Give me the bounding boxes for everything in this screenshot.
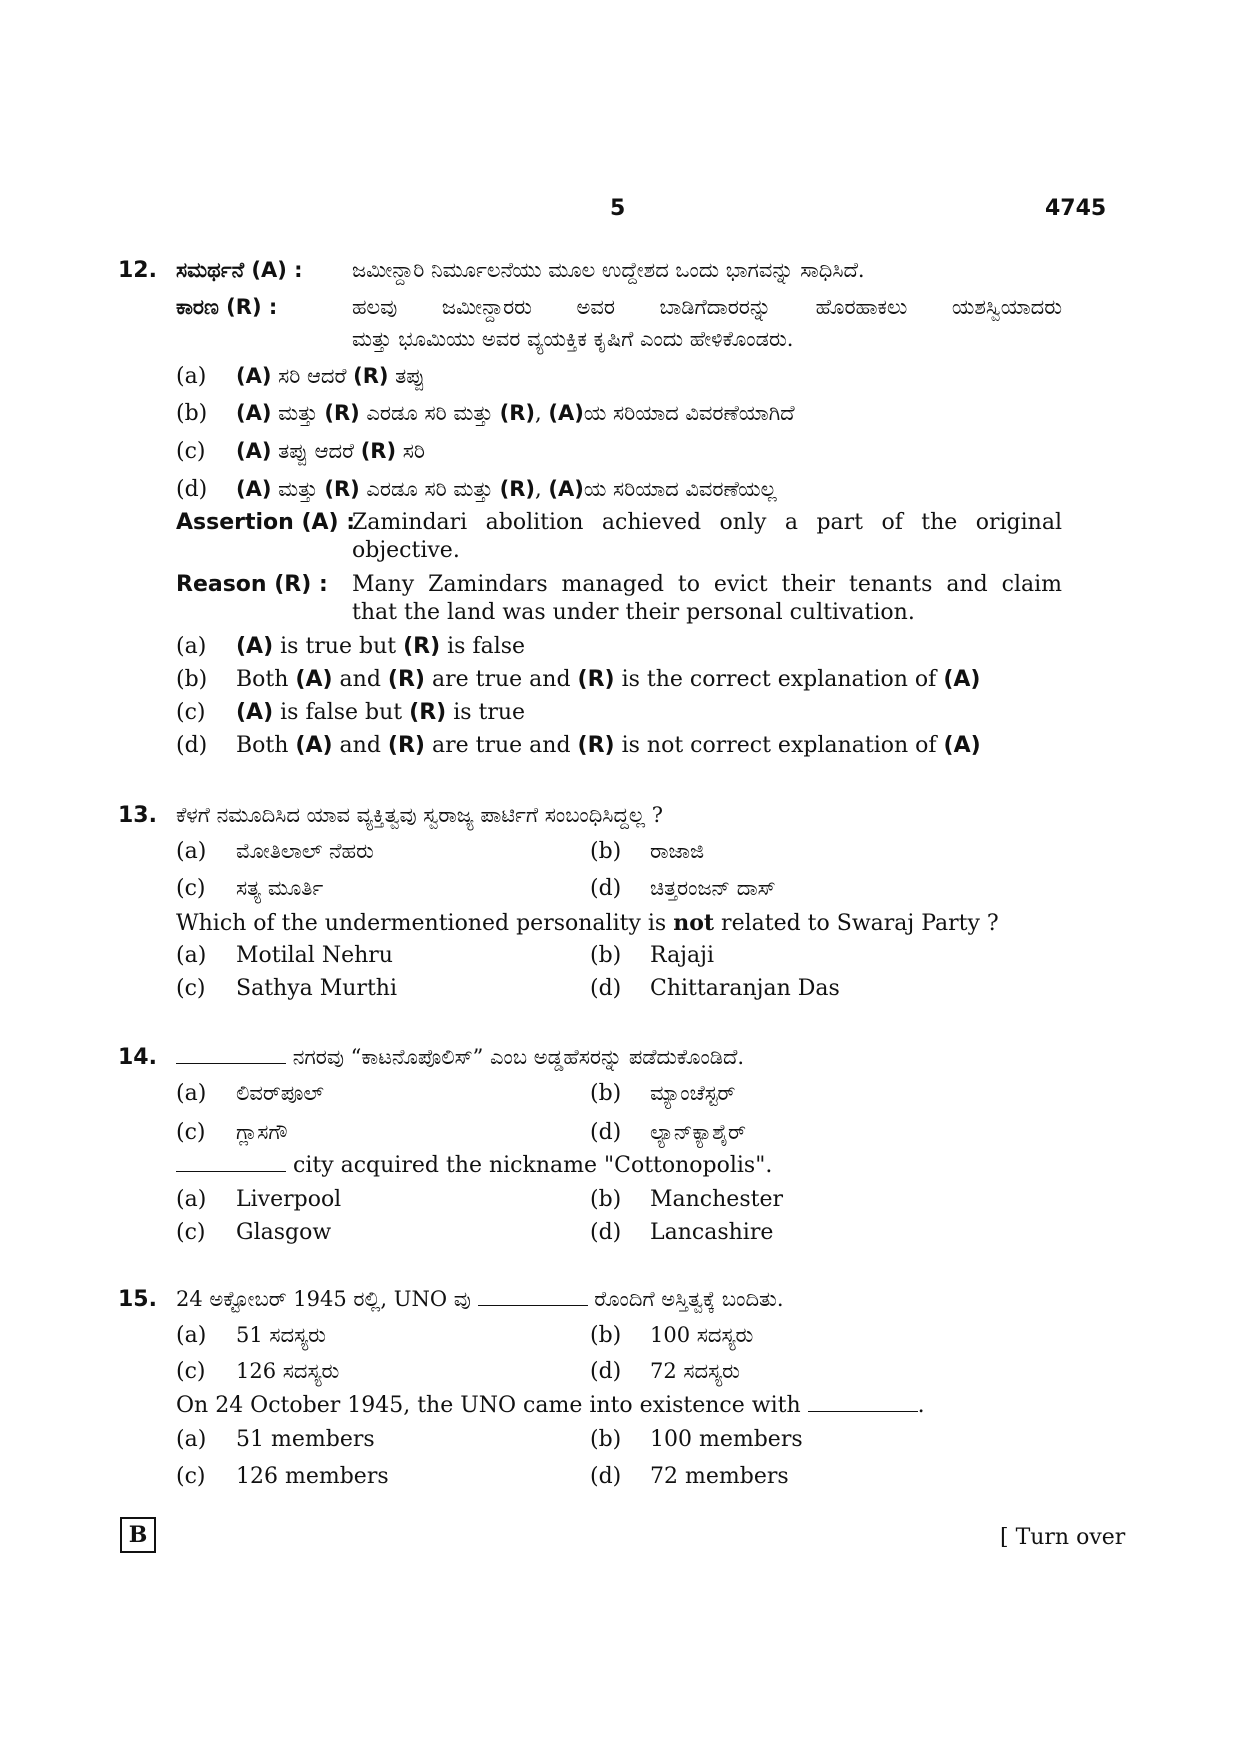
option-text: 72 ಸದಸ್ಯರು xyxy=(650,1359,740,1383)
answer-blank xyxy=(176,1045,286,1064)
en-question-part: related to Swaraj Party ? xyxy=(721,911,999,936)
option-text: 51 ಸದಸ್ಯರು xyxy=(236,1323,326,1347)
option-label: (c) xyxy=(176,1359,206,1384)
kn-assertion-text: ಜಮೀನ್ದಾರಿ ನಿರ್ಮೂಲನೆಯು ಮೂಲ ಉದ್ದೇಶದ ಒಂದು ಭಾಗವನ್ನು ಸಾಧಿಸಿದೆ. xyxy=(352,258,865,282)
answer-blank xyxy=(808,1393,918,1412)
en-assertion-text: Zamindari abolition achieved only a part of the original xyxy=(352,510,1062,535)
option-text: (A) ಮತ್ತು (R) ಎರಡೂ ಸರಿ ಮತ್ತು (R), (A)ಯ ಸರಿಯಾದ ವಿವರಣೆಯಾಗಿದೆ xyxy=(236,401,795,425)
option-label: (c) xyxy=(176,1220,206,1245)
question-number-15: 15. xyxy=(118,1287,157,1312)
option-label: (a) xyxy=(176,943,207,968)
option-label: (d) xyxy=(176,477,208,502)
option-label: (b) xyxy=(590,1187,622,1212)
kn-question-part: ರೊಂದಿಗೆ ಅಸ್ತಿತ್ವಕ್ಕೆ ಬಂದಿತು. xyxy=(594,1287,784,1311)
option-label: (c) xyxy=(176,700,206,725)
kn-reason-text-cont: ಮತ್ತು ಭೂಮಿಯು ಅವರ ವ್ಯಯಕ್ತಿಕ ಕೃಷಿಗೆ ಎಂದು ಹೇಳಿಕೊಂಡರು. xyxy=(352,327,794,351)
question-number-13: 13. xyxy=(118,803,157,828)
option-label: (a) xyxy=(176,839,207,864)
option-text: 100 members xyxy=(650,1427,803,1452)
option-text: 51 members xyxy=(236,1427,375,1452)
kn-question-part: ನಗರವು “ಕಾಟನೊಪೊಲಿಸ್” ಎಂಬ ಅಡ್ಡಹೆಸರನ್ನು ಪಡೆದುಕೊಂಡಿದೆ. xyxy=(292,1045,745,1069)
option-label: (b) xyxy=(176,667,208,692)
option-label: (a) xyxy=(176,634,207,659)
option-label: (d) xyxy=(590,976,622,1001)
option-label: (d) xyxy=(590,1359,622,1384)
option-label: (b) xyxy=(176,401,208,426)
option-text: Rajaji xyxy=(650,943,714,968)
option-label: (b) xyxy=(590,1081,622,1106)
option-text: Glasgow xyxy=(236,1220,332,1245)
option-text: ಚಿತ್ತರಂಜನ್ ದಾಸ್ xyxy=(650,876,776,900)
en-question-part: Which of the undermentioned personality is xyxy=(176,911,667,936)
option-text: Manchester xyxy=(650,1187,783,1212)
en-question-text xyxy=(176,910,999,936)
option-text: ಮ್ಯಾಂಚೆಸ್ಟರ್ xyxy=(650,1081,736,1105)
option-text: ಲ್ಯಾನ್‌ಕ್ಯಾಶೈರ್ xyxy=(650,1120,746,1144)
option-label: (b) xyxy=(590,1427,622,1452)
option-label: (a) xyxy=(176,364,207,389)
en-reason-text: Many Zamindars managed to evict their tenants and claim xyxy=(352,572,1062,597)
option-text: ಮೋತಿಲಾಲ್ ನೆಹರು xyxy=(236,839,374,863)
question-number-14: 14. xyxy=(118,1045,157,1070)
option-label: (c) xyxy=(176,1464,206,1489)
en-question-text xyxy=(176,1153,772,1178)
option-text: 126 members xyxy=(236,1464,389,1489)
option-text: Sathya Murthi xyxy=(236,976,397,1001)
option-text: Motilal Nehru xyxy=(236,943,393,968)
option-label: (a) xyxy=(176,1187,207,1212)
option-text: 100 ಸದಸ್ಯರು xyxy=(650,1323,754,1347)
en-question-emphasis: not xyxy=(673,910,715,936)
option-label: (d) xyxy=(590,876,622,901)
option-text: Both (A) and (R) are true and (R) is the correct explanation of (A) xyxy=(236,667,981,692)
option-label: (a) xyxy=(176,1081,207,1106)
option-text: (A) is false but (R) is true xyxy=(236,700,526,725)
kn-reason-label: ಕಾರಣ (R) : xyxy=(176,295,278,319)
option-text: ಲಿವರ್‌ಪೂಲ್ xyxy=(236,1081,324,1105)
en-question-part: city acquired the nickname "Cottonopolis". xyxy=(293,1153,773,1178)
paper-code: 4745 xyxy=(1045,196,1107,221)
en-assertion-label: Assertion (A) : xyxy=(176,510,356,535)
option-text: 72 members xyxy=(650,1464,789,1489)
option-label: (c) xyxy=(176,439,206,464)
option-text: ಸತ್ಯ ಮೂರ್ತಿ xyxy=(236,876,324,900)
booklet-series-box: B xyxy=(120,1517,156,1553)
option-text: ರಾಜಾಜಿ xyxy=(650,839,705,863)
en-reason-text-cont: that the land was under their personal cultivation. xyxy=(352,600,915,625)
answer-blank xyxy=(176,1153,286,1172)
option-label: (c) xyxy=(176,976,206,1001)
option-text: (A) ತಪ್ಪು ಆದರೆ (R) ಸರಿ xyxy=(236,439,425,463)
option-label: (b) xyxy=(590,943,622,968)
option-text: Liverpool xyxy=(236,1187,342,1212)
en-reason-label: Reason (R) : xyxy=(176,572,328,597)
kn-question-text xyxy=(176,1287,784,1312)
option-label: (d) xyxy=(590,1220,622,1245)
en-question-text xyxy=(176,1393,925,1418)
option-text: Lancashire xyxy=(650,1220,774,1245)
option-label: (c) xyxy=(176,876,206,901)
kn-question-text xyxy=(176,1045,744,1070)
option-text: ಗ್ಲಾಸಗೌ xyxy=(236,1120,288,1144)
kn-assertion-label: ಸಮರ್ಥನೆ (A) : xyxy=(176,258,303,282)
option-text: 126 ಸದಸ್ಯರು xyxy=(236,1359,340,1383)
option-label: (d) xyxy=(590,1120,622,1145)
turn-over-note: [ Turn over xyxy=(1000,1525,1126,1550)
option-label: (a) xyxy=(176,1427,207,1452)
option-text: Both (A) and (R) are true and (R) is not correct explanation of (A) xyxy=(236,733,981,758)
option-label: (b) xyxy=(590,839,622,864)
option-label: (b) xyxy=(590,1323,622,1348)
page-number: 5 xyxy=(610,196,626,221)
option-text: Chittaranjan Das xyxy=(650,976,840,1001)
kn-question-part: 24 ಅಕ್ಟೋಬರ್ 1945 ರಲ್ಲಿ, UNO ವು xyxy=(176,1287,471,1311)
en-question-part: . xyxy=(917,1393,925,1418)
kn-question-text: ಕೆಳಗೆ ನಮೂದಿಸಿದ ಯಾವ ವ್ಯಕ್ತಿತ್ವವು ಸ್ವರಾಜ್ಯ ಪಾರ್ಟಿಗೆ ಸಂಬಂಧಿಸಿದ್ದಲ್ಲ ? xyxy=(176,803,663,827)
kn-reason-text: ಹಲವು ಜಮೀನ್ದಾರರು ಅವರ ಬಾಡಿಗೆದಾರರನ್ನು ಹೊರಹಾಕಲು ಯಶಸ್ವಿಯಾದರು xyxy=(352,295,1062,319)
answer-blank xyxy=(478,1287,588,1306)
option-text: (A) is true but (R) is false xyxy=(236,634,526,659)
en-question-part: On 24 October 1945, the UNO came into existence with xyxy=(176,1393,801,1418)
option-label: (a) xyxy=(176,1323,207,1348)
option-text: (A) ಸರಿ ಆದರೆ (R) ತಪ್ಪು xyxy=(236,364,425,388)
option-label: (d) xyxy=(176,733,208,758)
en-assertion-text-cont: objective. xyxy=(352,538,460,563)
option-label: (d) xyxy=(590,1464,622,1489)
question-number-12: 12. xyxy=(118,258,157,283)
option-text: (A) ಮತ್ತು (R) ಎರಡೂ ಸರಿ ಮತ್ತು (R), (A)ಯ ಸರಿಯಾದ ವಿವರಣೆಯಲ್ಲ xyxy=(236,477,777,501)
option-label: (c) xyxy=(176,1120,206,1145)
